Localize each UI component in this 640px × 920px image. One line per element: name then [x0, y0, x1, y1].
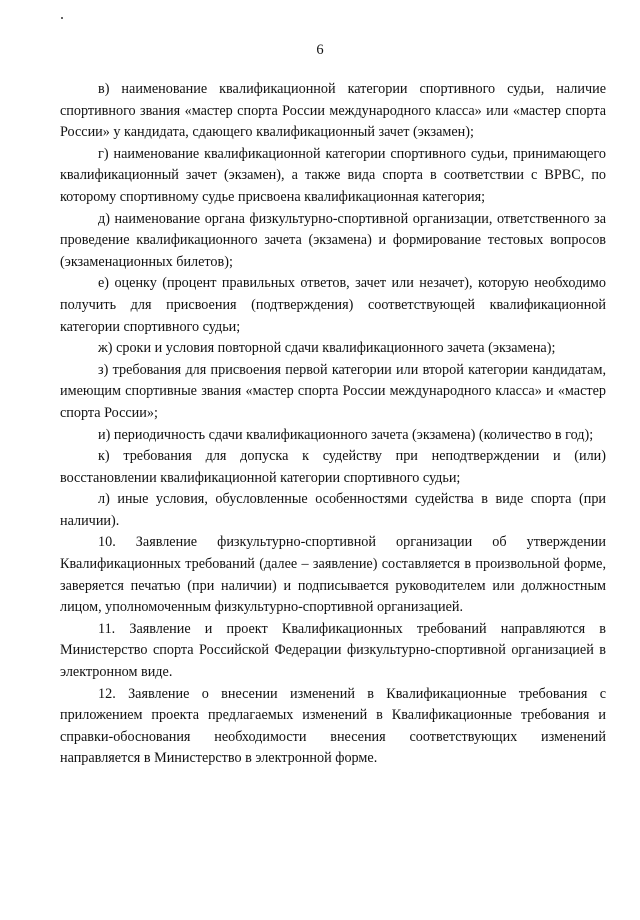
paragraph-k: к) требования для допуска к судейству при неподтверждении и (или) восстановлении квалификационной категории спортивного судьи; [60, 448, 606, 486]
document-body [60, 79, 606, 770]
paragraph-zh: ж) сроки и условия повторной сдачи квалификационного зачета (экзамена); [98, 340, 556, 357]
paragraph-11: 11. Заявление и проект Квалификационных требований направляются в Министерство спорта Российской Федерации физкультурно-спортивной организацией в электронном виде. [60, 620, 606, 681]
paragraph-12: 12. Заявление о внесении изменений в Квалификационные требования с приложением проекта предлагаемых изменений в Квалификационные требования и справки-обоснования необходимости внесения соответствующих изменений направляется в Министерство в электронной форме. [60, 685, 606, 767]
paragraph-g: г) наименование квалификационной категории спортивного судьи, принимающего квалификационный зачет (экзамен), а также вида спорта в соответствии с ВРВС, по которому спортивному судье присвоена квалификационная категория; [60, 145, 606, 205]
paragraph-l: л) иные условия, обусловленные особенностями судейства в виде спорта (при наличии). [60, 491, 606, 529]
paragraph-10: 10. Заявление физкультурно-спортивной организации об утверждении Квалификационных требований (далее – заявление) составляется в произвольной форме, заверяется печатью (при наличии) и подписывается руководителем или должностным лицом, уполномоченным физкультурно-спортивной организацией. [60, 534, 606, 616]
paragraph-v: в) наименование квалификационной категории спортивного судьи, наличие спортивного звания «мастер спорта России международного класса» или «мастер спорта России» у кандидата, сдающего квалификационный зачет (экзамен); [60, 81, 606, 141]
paragraph-i: и) периодичность сдачи квалификационного зачета (экзамена) (количество в год); [98, 426, 594, 443]
scan-speck [61, 17, 63, 19]
page-number: 6 [316, 42, 324, 58]
paragraph-d: д) наименование органа физкультурно-спортивной организации, ответственного за проведение квалификационного зачета (экзамена) и формирование тестовых вопросов (экзаменационных билетов); [60, 210, 606, 270]
paragraph-z: з) требования для присвоения первой категории или второй категории кандидатам, имеющим спортивные звания «мастер спорта России международного класса» и «мастер спорта России»; [60, 361, 606, 421]
paragraph-e: е) оценку (процент правильных ответов, зачет или незачет), которую необходимо получить для присвоения (подтверждения) соответствующей квалификационной категории спортивного судьи; [60, 275, 606, 335]
